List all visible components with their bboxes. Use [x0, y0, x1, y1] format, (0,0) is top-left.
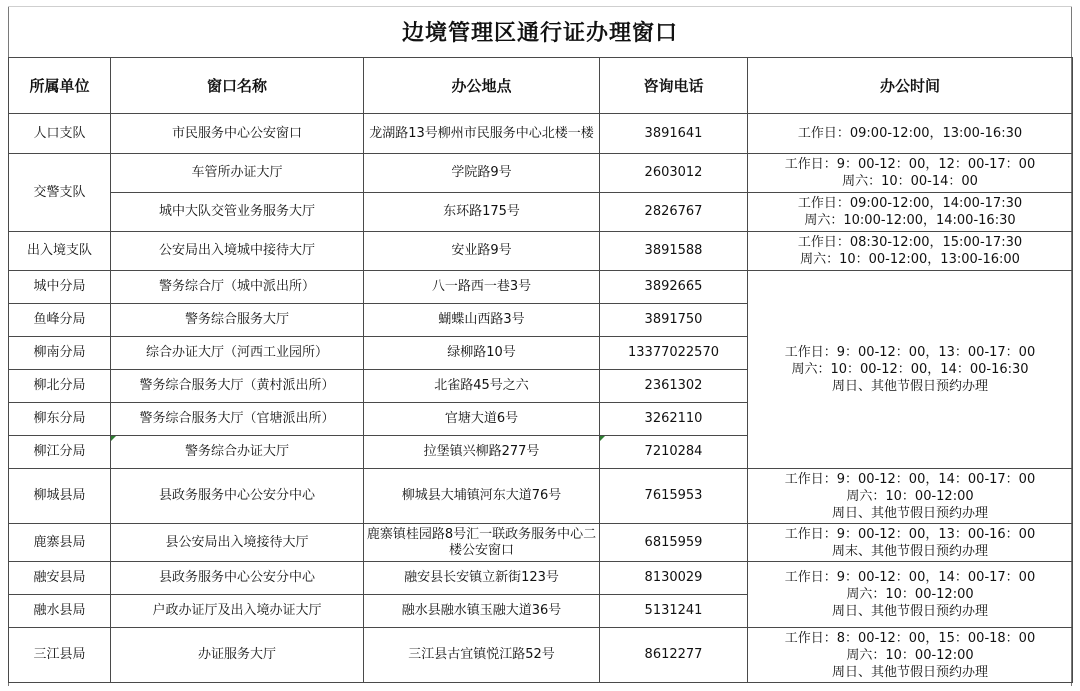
col-header-phone: 咨询电话 [600, 58, 748, 114]
hours-line: 工作日：9：00-12：00，13：00-16：00 [784, 526, 1036, 542]
unit-cell: 城中分局 [9, 271, 111, 304]
hours-line: 工作日：9：00-12：00，12：00-17：00 [784, 157, 1036, 172]
address-cell: 八一路西一巷3号 [364, 271, 600, 304]
phone-cell: 3891588 [600, 232, 748, 271]
hours-line: 周六：10：00-12:00 [846, 587, 974, 602]
col-header-hours: 办公时间 [748, 58, 1073, 114]
hours-line: 周六：10:00-12:00，14:00-16:30 [804, 213, 1016, 228]
window-cell: 公安局出入境城中接待大厅 [111, 232, 364, 271]
hours-line: 工作日：09:00-12:00，13:00-16:30 [797, 126, 1023, 141]
address-cell: 鹿寨镇桂园路8号汇一联政务服务中心二楼公安窗口 [364, 524, 600, 562]
hours-line: 周六：10：00-12:00 [846, 647, 974, 663]
hours-cell [748, 524, 1073, 562]
hours-line: 工作日：9：00-12：00，14：00-17：00 [784, 570, 1036, 585]
col-header-address: 办公地点 [364, 58, 600, 114]
table-row [9, 154, 1073, 193]
window-cell: 县公安局出入境接待大厅 [111, 524, 364, 562]
address-cell: 拉堡镇兴柳路277号 [364, 436, 600, 469]
address-cell: 官塘大道6号 [364, 403, 600, 436]
address-cell: 三江县古宜镇悦江路52号 [364, 628, 600, 683]
phone-cell: 3892665 [600, 271, 748, 304]
table-row [9, 562, 1073, 595]
address-cell: 柳城县大埔镇河东大道76号 [364, 469, 600, 524]
hours-cell [748, 469, 1073, 524]
hours-line: 周六：10：00-12：00，14：00-16:30 [791, 362, 1029, 377]
window-cell: 警务综合服务大厅（黄村派出所） [111, 370, 364, 403]
table-row [9, 469, 1073, 524]
table-row [9, 628, 1073, 683]
table-row [9, 114, 1073, 154]
hours-line: 周日、其他节假日预约办理 [831, 505, 988, 521]
table-row [9, 271, 1073, 304]
table-row [9, 524, 1073, 562]
address-cell: 安业路9号 [364, 232, 600, 271]
window-cell: 县政务服务中心公安分中心 [111, 562, 364, 595]
phone-cell: 7210284 [600, 436, 748, 469]
phone-cell: 3891750 [600, 304, 748, 337]
unit-cell: 柳东分局 [9, 403, 111, 436]
address-cell: 学院路9号 [364, 154, 600, 193]
phone-cell: 3262110 [600, 403, 748, 436]
window-cell: 警务综合厅（城中派出所） [111, 271, 364, 304]
window-cell: 市民服务中心公安窗口 [111, 114, 364, 154]
table-row [9, 232, 1073, 271]
address-cell: 东环路175号 [364, 193, 600, 232]
hours-line: 工作日：9：00-12：00，13：00-17：00 [784, 345, 1036, 360]
unit-cell: 鱼峰分局 [9, 304, 111, 337]
hours-line: 周末、其他节假日预约办理 [831, 543, 988, 559]
phone-cell: 2826767 [600, 193, 748, 232]
unit-cell: 柳江分局 [9, 436, 111, 469]
unit-cell: 交警支队 [9, 154, 111, 232]
col-header-unit: 所属单位 [9, 58, 111, 114]
header-row [9, 58, 1073, 114]
unit-cell: 柳南分局 [9, 337, 111, 370]
hours-line: 工作日：09:00-12:00，14:00-17:30 [797, 196, 1023, 211]
phone-cell: 3891641 [600, 114, 748, 154]
window-cell: 县政务服务中心公安分中心 [111, 469, 364, 524]
unit-cell: 柳城县局 [9, 469, 111, 524]
window-cell: 警务综合服务大厅 [111, 304, 364, 337]
phone-cell: 2361302 [600, 370, 748, 403]
col-header-window: 窗口名称 [111, 58, 364, 114]
window-cell: 城中大队交管业务服务大厅 [111, 193, 364, 232]
unit-cell: 鹿寨县局 [9, 524, 111, 562]
hours-cell [748, 114, 1073, 154]
hours-line: 周日、其他节假日预约办理 [831, 379, 988, 394]
hours-line: 工作日：08:30-12:00，15:00-17:30 [797, 235, 1023, 250]
phone-cell: 8612277 [600, 628, 748, 683]
unit-cell: 人口支队 [9, 114, 111, 154]
hours-line: 工作日：9：00-12：00，14：00-17：00 [784, 471, 1036, 487]
hours-line: 周六：10：00-12:00 [846, 488, 974, 504]
service-window-table [8, 57, 1073, 683]
hours-line: 周六：10：00-12:00，13:00-16:00 [800, 252, 1020, 267]
hours-cell [748, 154, 1073, 193]
unit-cell: 融安县局 [9, 562, 111, 595]
window-cell: 户政办证厅及出入境办证大厅 [111, 595, 364, 628]
window-cell: 警务综合服务大厅（官塘派出所） [111, 403, 364, 436]
hours-cell [748, 232, 1073, 271]
hours-line: 周日、其他节假日预约办理 [831, 664, 988, 680]
address-cell: 融安县长安镇立新街123号 [364, 562, 600, 595]
phone-cell: 8130029 [600, 562, 748, 595]
hours-line: 周六：10：00-14：00 [842, 174, 978, 189]
address-cell: 绿柳路10号 [364, 337, 600, 370]
phone-cell: 2603012 [600, 154, 748, 193]
hours-cell [748, 562, 1073, 628]
phone-cell: 6815959 [600, 524, 748, 562]
table-row [9, 193, 1073, 232]
page-title: 边境管理区通行证办理窗口 [8, 6, 1072, 56]
window-cell: 综合办证大厅（河西工业园所） [111, 337, 364, 370]
hours-line: 周日、其他节假日预约办理 [831, 604, 988, 619]
phone-cell: 5131241 [600, 595, 748, 628]
unit-cell: 出入境支队 [9, 232, 111, 271]
unit-cell: 融水县局 [9, 595, 111, 628]
window-cell: 车管所办证大厅 [111, 154, 364, 193]
phone-cell: 7615953 [600, 469, 748, 524]
hours-cell [748, 628, 1073, 683]
hours-cell [748, 193, 1073, 232]
address-cell: 北雀路45号之六 [364, 370, 600, 403]
window-cell: 办证服务大厅 [111, 628, 364, 683]
hours-cell [748, 271, 1073, 469]
window-cell: 警务综合办证大厅 [111, 436, 364, 469]
address-cell: 蝴蝶山西路3号 [364, 304, 600, 337]
unit-cell: 三江县局 [9, 628, 111, 683]
address-cell: 龙湖路13号柳州市民服务中心北楼一楼 [364, 114, 600, 154]
hours-line: 工作日：8：00-12：00，15：00-18：00 [784, 630, 1036, 646]
phone-cell: 13377022570 [600, 337, 748, 370]
address-cell: 融水县融水镇玉融大道36号 [364, 595, 600, 628]
unit-cell: 柳北分局 [9, 370, 111, 403]
